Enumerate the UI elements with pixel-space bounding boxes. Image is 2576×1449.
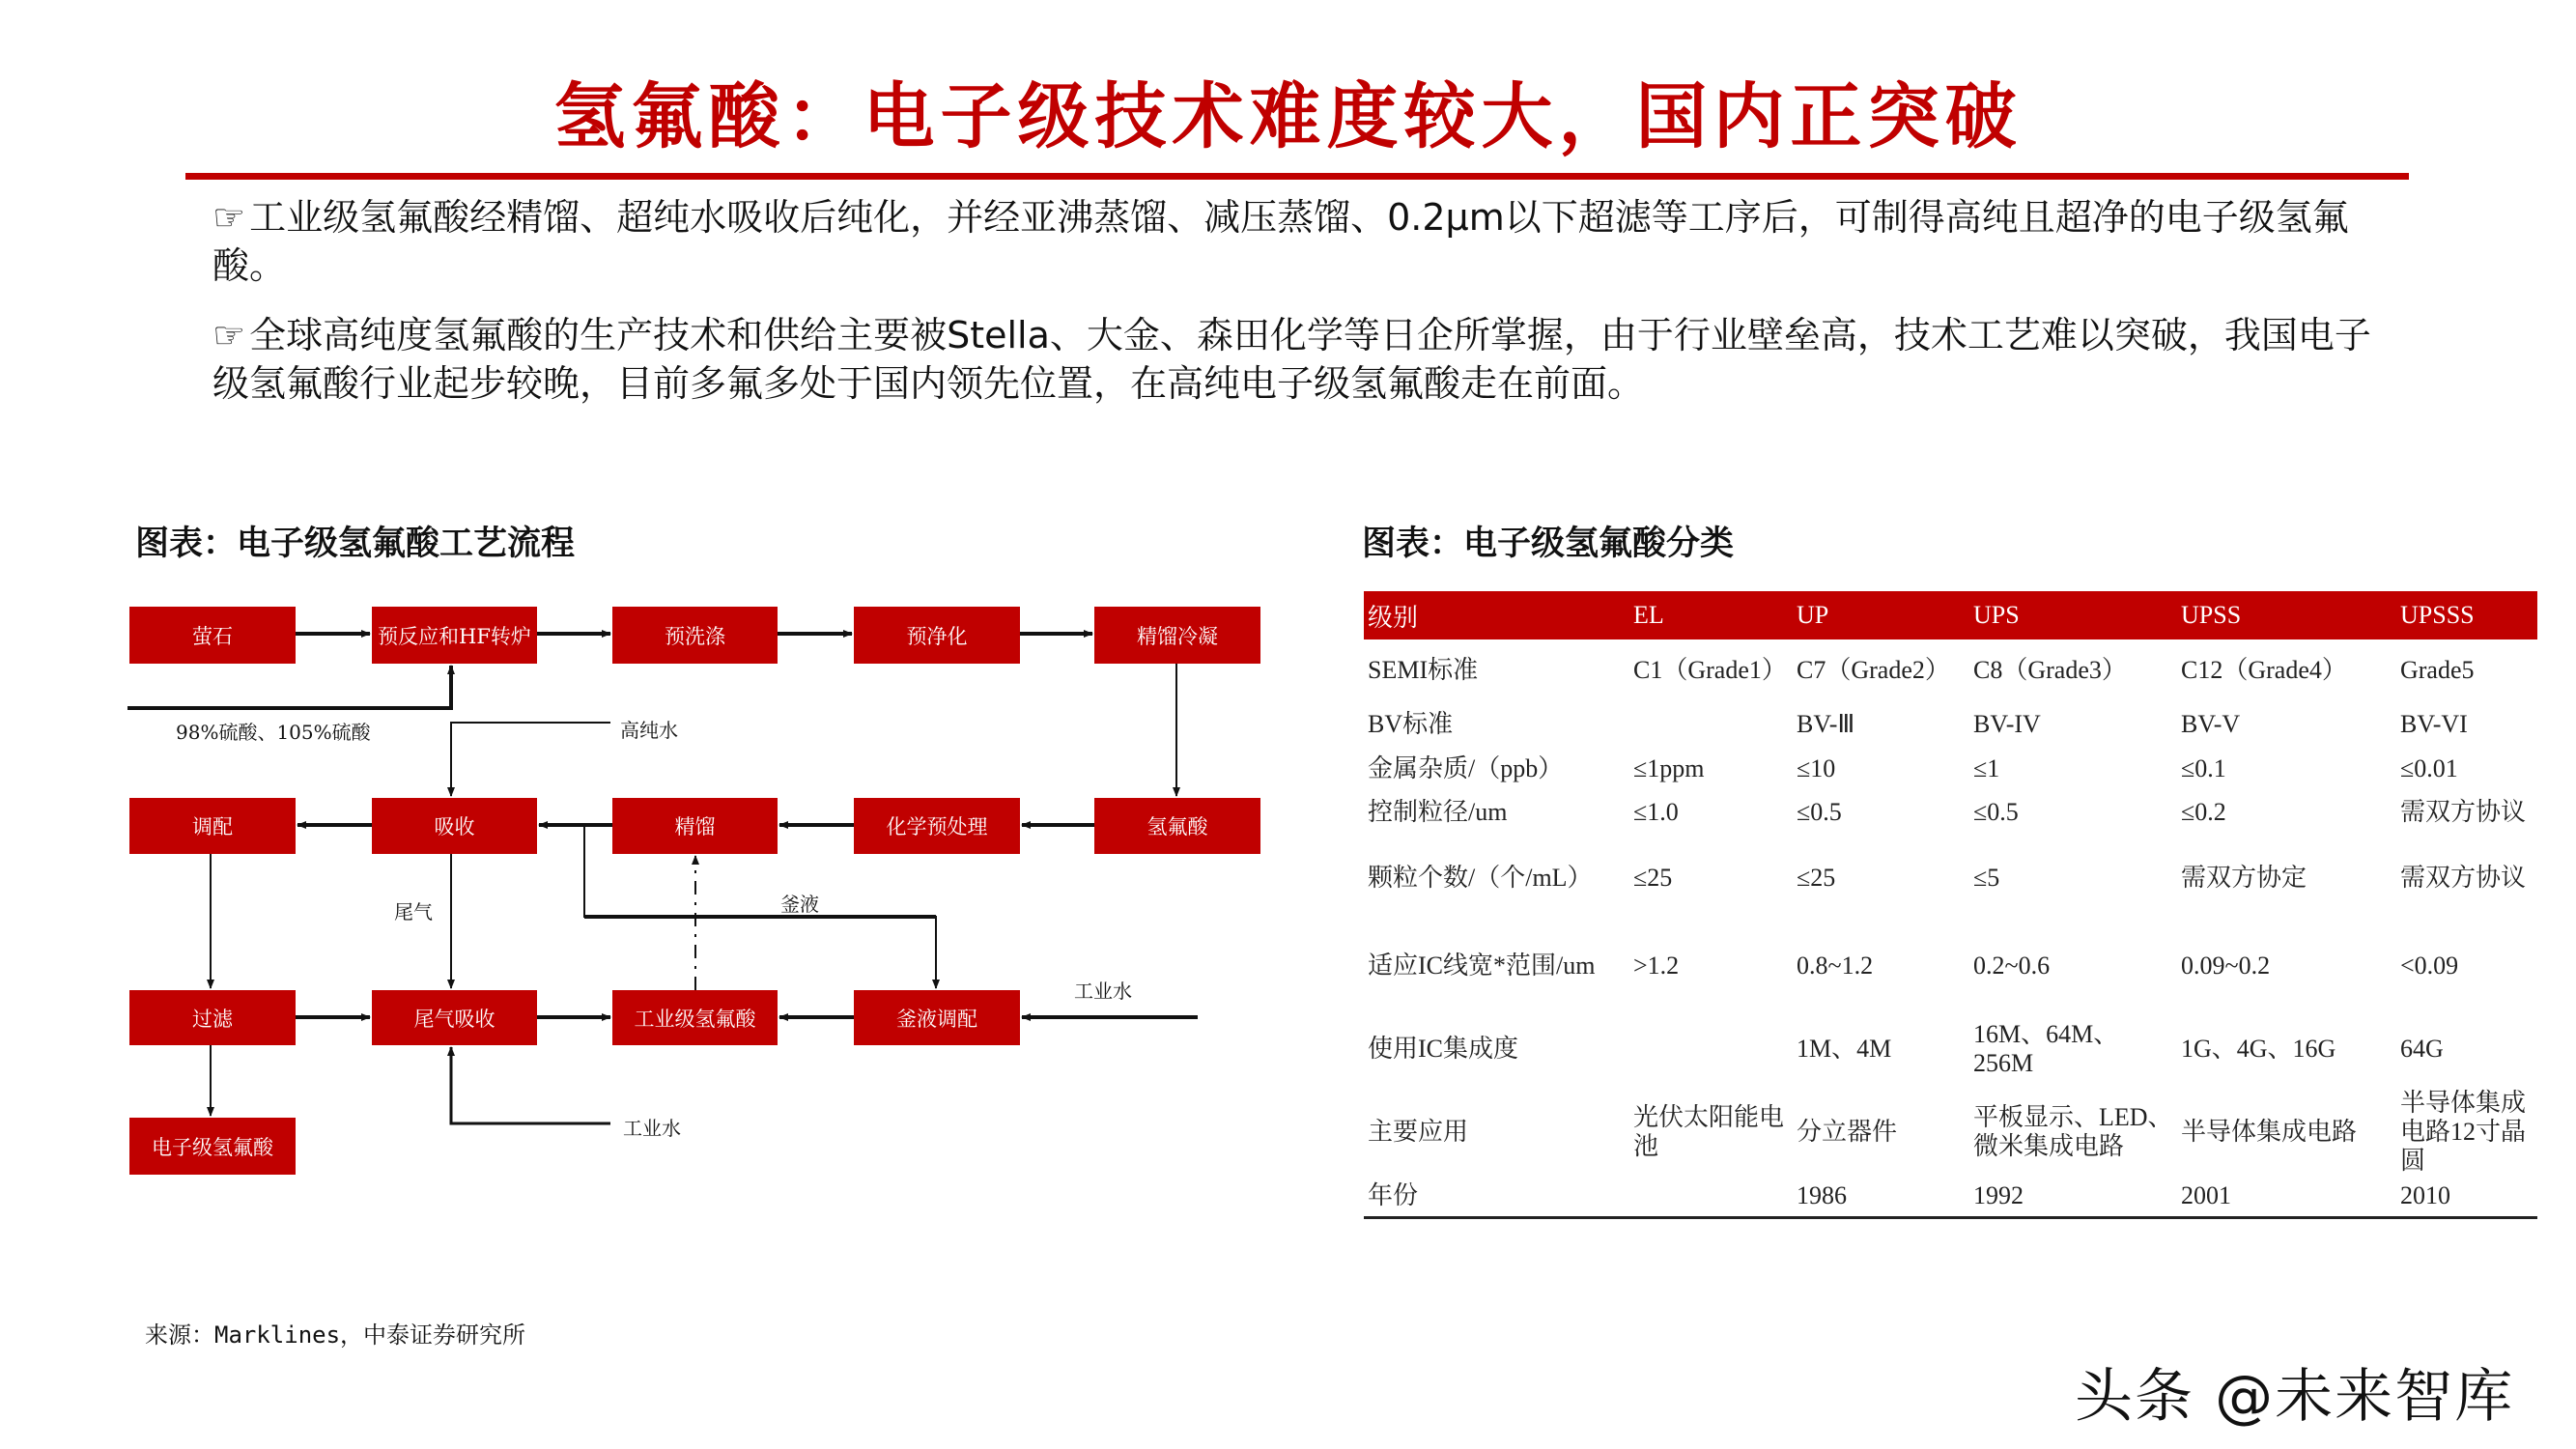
- table-row: [1364, 639, 2537, 701]
- table-cell: 0.8~1.2: [1797, 952, 1874, 980]
- label-tailgas: 尾气: [394, 900, 433, 923]
- table-cell: 控制粒径/um: [1368, 798, 1508, 826]
- table-cell: C7（Grade2）: [1797, 656, 1950, 684]
- table-cell: 平板显示、LED、微米集成电路: [1973, 1103, 2173, 1160]
- table-cell: 需双方协议: [2400, 864, 2527, 892]
- flow-caption: 图表：电子级氢氟酸工艺流程: [135, 525, 576, 563]
- table-cell: SEMI标准: [1368, 656, 1479, 684]
- node-prewash: 预洗涤: [612, 607, 778, 664]
- pointing-hand-icon: ☞: [212, 196, 246, 239]
- table-cell: BV-V: [2181, 710, 2241, 738]
- node-distill-condense: 精馏冷凝: [1094, 607, 1260, 664]
- table-cell: 16M、64M、256M: [1973, 1020, 2119, 1077]
- node-chem-pretreat: 化学预处理: [854, 798, 1020, 854]
- source-note: 来源：Marklines，中泰证券研究所: [145, 1321, 526, 1349]
- pointing-hand-icon: ☞: [212, 314, 246, 356]
- table-row: [1364, 748, 2537, 790]
- table-cell: 需双方协议: [2400, 798, 2527, 826]
- table-cell: 0.2~0.6: [1973, 952, 2051, 980]
- table-cell: <0.09: [2400, 952, 2459, 980]
- table-row: [1364, 1010, 2537, 1088]
- node-prepurify: 预净化: [854, 607, 1020, 664]
- header-cell: UPS: [1969, 591, 2177, 639]
- table-cell: 分立器件: [1797, 1118, 1898, 1146]
- table-cell: ≤0.5: [1797, 798, 1842, 826]
- table-cell: 1G、4G、16G: [2181, 1035, 2336, 1063]
- label-industrial-water-1: 工业水: [1074, 980, 1132, 1003]
- table-cell: 需双方协定: [2181, 864, 2307, 892]
- table-row: [1364, 790, 2537, 835]
- table-cell: ≤5: [1973, 864, 2000, 892]
- table-cell: 2001: [2177, 1177, 2396, 1217]
- node-tailgas-absorb: 尾气吸收: [372, 990, 537, 1045]
- table-cell: BV-VI: [2400, 710, 2468, 738]
- label-sulfuric: 98%硫酸、105%硫酸: [176, 721, 371, 744]
- table-cell: 主要应用: [1368, 1118, 1469, 1146]
- node-industrial-hf: 工业级氢氟酸: [612, 990, 778, 1045]
- node-fluorite: 萤石: [129, 607, 296, 664]
- table-cell: 1M、4M: [1797, 1035, 1892, 1063]
- header-cell: 级别: [1364, 591, 1629, 639]
- table-cell: Grade5: [2400, 656, 2475, 684]
- table-cell: C1（Grade1）: [1633, 656, 1787, 684]
- table-row: [1364, 1177, 2537, 1217]
- table-row: [1364, 835, 2537, 922]
- table-header-row: [1364, 591, 2537, 639]
- table-cell: 光伏太阳能电池: [1633, 1103, 1785, 1160]
- table-caption: 图表：电子级氢氟酸分类: [1362, 525, 1735, 563]
- table-cell: ≤0.01: [2400, 754, 2458, 782]
- table-cell: ≤0.5: [1973, 798, 2019, 826]
- table-cell: C12（Grade4）: [2181, 656, 2347, 684]
- bullet-text: 工业级氢氟酸经精馏、超纯水吸收后纯化，并经亚沸蒸馏、减压蒸馏、0.2μm以下超滤等工序后，可制得高纯且超净的电子级氢氟酸。: [212, 196, 2349, 287]
- table-cell: 金属杂质/（ppb）: [1368, 754, 1564, 782]
- table-cell: 0.09~0.2: [2181, 952, 2271, 980]
- node-residue-blend: 釜液调配: [854, 990, 1020, 1045]
- header-cell: UP: [1793, 591, 1969, 639]
- table-cell: [1629, 1010, 1793, 1088]
- node-absorb: 吸收: [372, 798, 537, 854]
- node-filter: 过滤: [129, 990, 296, 1045]
- table-cell: [1629, 1177, 1793, 1217]
- node-electronic-hf: 电子级氢氟酸: [129, 1118, 296, 1175]
- table-cell: 1992: [1969, 1177, 2177, 1217]
- table-cell: ≤1.0: [1633, 798, 1679, 826]
- table-cell: 2010: [2396, 1177, 2537, 1217]
- table-cell: 颗粒个数/（个/mL）: [1368, 864, 1593, 892]
- header-cell: EL: [1629, 591, 1793, 639]
- page-title: 氢氟酸：电子级技术难度较大，国内正突破: [553, 75, 2023, 158]
- header-cell: UPSSS: [2396, 591, 2537, 639]
- table-row: [1364, 922, 2537, 1010]
- table-cell: 半导体集成电路: [2181, 1118, 2358, 1146]
- table-cell: ≤25: [1633, 864, 1673, 892]
- watermark: 头条 @未来智库: [2075, 1363, 2515, 1431]
- table-cell: 64G: [2400, 1035, 2444, 1063]
- table-cell: [1629, 701, 1793, 748]
- node-hf: 氢氟酸: [1094, 798, 1260, 854]
- table-cell: >1.2: [1633, 952, 1680, 980]
- label-industrial-water-2: 工业水: [623, 1117, 681, 1140]
- header-cell: UPSS: [2177, 591, 2396, 639]
- table-cell: C8（Grade3）: [1973, 656, 2127, 684]
- table-cell: ≤0.1: [2181, 754, 2226, 782]
- bullet-text: 全球高纯度氢氟酸的生产技术和供给主要被Stella、大金、森田化学等日企所掌握，由于行业壁垒高，技术工艺难以突破，我国电子级氢氟酸行业起步较晚，目前多氟多处于国内领先位置，在高纯电子级氢氟酸走在前面。: [212, 314, 2371, 405]
- node-prereact: 预反应和HF转炉: [372, 607, 537, 664]
- label-hp-water: 高纯水: [620, 719, 678, 742]
- table-cell: BV-IV: [1973, 710, 2041, 738]
- table-cell: 半导体集成电路12寸晶圆: [2400, 1089, 2527, 1175]
- table-row: [1364, 701, 2537, 748]
- table-cell: ≤1ppm: [1633, 754, 1705, 782]
- table-row: [1364, 1088, 2537, 1177]
- table-cell: BV-Ⅲ: [1797, 710, 1855, 738]
- table-cell: 使用IC集成度: [1368, 1035, 1519, 1063]
- table-cell: ≤1: [1973, 754, 2000, 782]
- table-cell: 1986: [1793, 1177, 1969, 1217]
- table-cell: ≤10: [1797, 754, 1836, 782]
- label-residue: 釜液: [780, 893, 819, 916]
- table-cell: BV标准: [1368, 710, 1454, 738]
- table-cell: ≤0.2: [2181, 798, 2226, 826]
- table-cell: 适应IC线宽*范围/um: [1368, 952, 1596, 980]
- table-cell: 年份: [1364, 1177, 1629, 1217]
- node-distill: 精馏: [612, 798, 778, 854]
- grade-table: [1364, 591, 2537, 1219]
- table-cell: ≤25: [1797, 864, 1836, 892]
- node-blend: 调配: [129, 798, 296, 854]
